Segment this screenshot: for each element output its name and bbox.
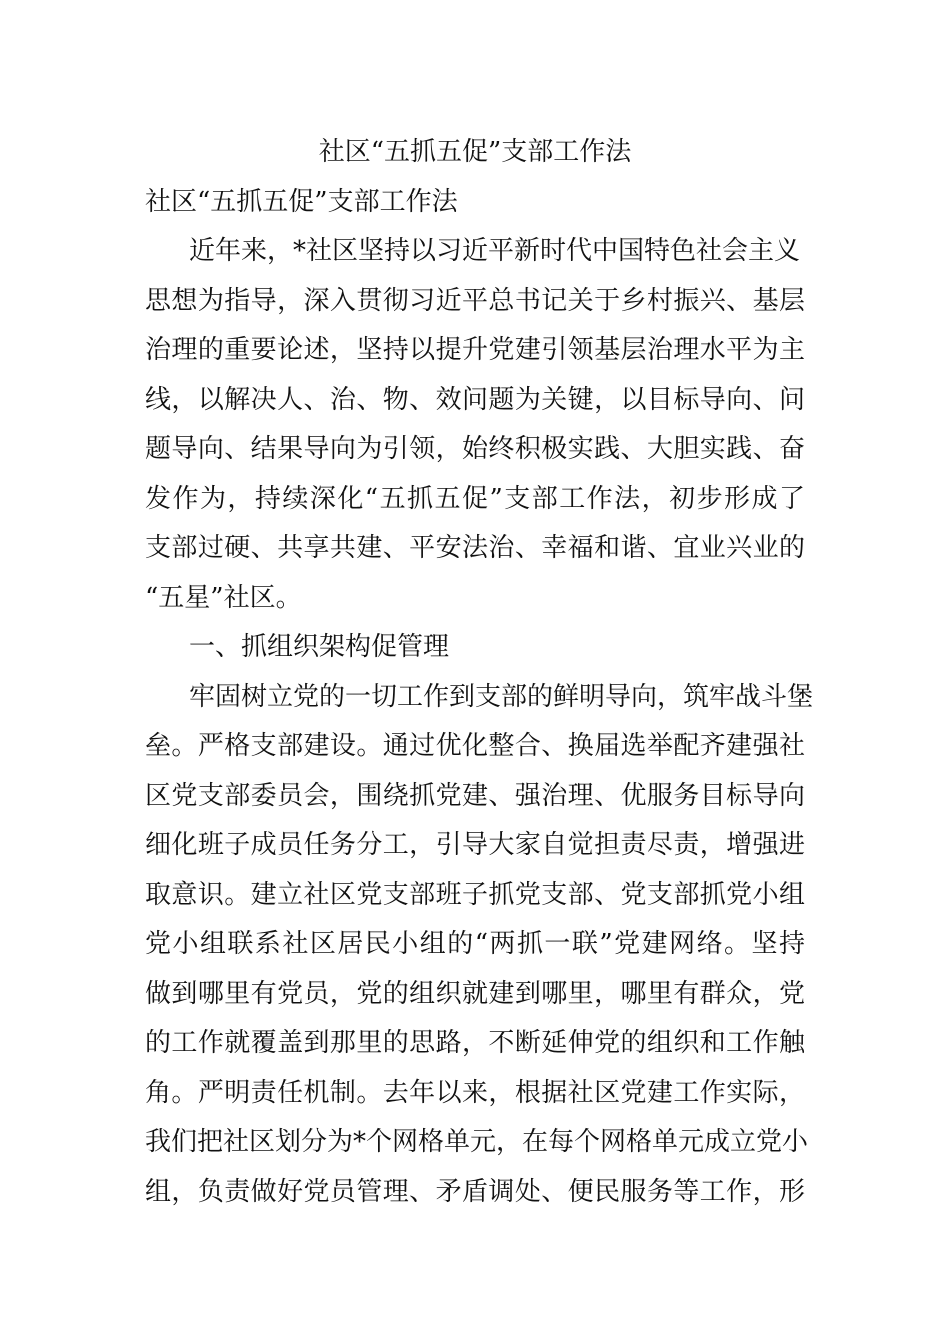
document-subtitle: 社区“五抓五促”支部工作法 bbox=[145, 187, 458, 217]
text-line: 治理的重要论述，坚持以提升党建引领基层治理水平为主 bbox=[145, 335, 805, 365]
text-line: 思想为指导，深入贯彻习近平总书记关于乡村振兴、基层 bbox=[145, 285, 805, 316]
text-line: 党小组联系社区居民小组的“两抓一联”党建网络。坚持 bbox=[145, 929, 805, 959]
text-line: 牢固树立党的一切工作到支部的鲜明导向，筑牢战斗堡 bbox=[189, 681, 814, 712]
text-line: 的工作就覆盖到那里的思路，不断延伸党的组织和工作触 bbox=[145, 1028, 805, 1058]
document-title: 社区“五抓五促”支部工作法 bbox=[318, 137, 632, 167]
text-line: 我们把社区划分为*个网格单元，在每个网格单元成立党小 bbox=[145, 1127, 809, 1157]
text-line: 取意识。建立社区党支部班子抓党支部、党支部抓党小组 bbox=[145, 879, 805, 910]
text-line: “五星”社区。 bbox=[145, 582, 302, 613]
document-body bbox=[145, 227, 814, 1217]
text-line: 线，以解决人、治、物、效问题为关键，以目标导向、问 bbox=[145, 384, 805, 415]
text-line: 区党支部委员会，围绕抓党建、强治理、优服务目标导向 bbox=[145, 780, 805, 811]
text-line: 组，负责做好党员管理、矛盾调处、便民服务等工作，形 bbox=[145, 1176, 805, 1207]
text-line: 发作为，持续深化“五抓五促”支部工作法，初步形成了 bbox=[145, 483, 805, 514]
text-line: 细化班子成员任务分工，引导大家自觉担责尽责，增强进 bbox=[145, 830, 805, 860]
text-line: 垒。严格支部建设。通过优化整合、换届选举配齐建强社 bbox=[145, 731, 805, 761]
text-line: 支部过硬、共享共建、平安法治、幸福和谐、宜业兴业的 bbox=[145, 533, 805, 563]
text-line: 题导向、结果导向为引领，始终积极实践、大胆实践、奋 bbox=[145, 434, 805, 464]
section-heading: 一、抓组织架构促管理 bbox=[189, 632, 450, 662]
text-line: 近年来，*社区坚持以习近平新时代中国特色社会主义 bbox=[189, 236, 801, 266]
text-line: 角。严明责任机制。去年以来，根据社区党建工作实际， bbox=[145, 1077, 805, 1108]
text-line: 做到哪里有党员，党的组织就建到哪里，哪里有群众，党 bbox=[145, 978, 805, 1009]
